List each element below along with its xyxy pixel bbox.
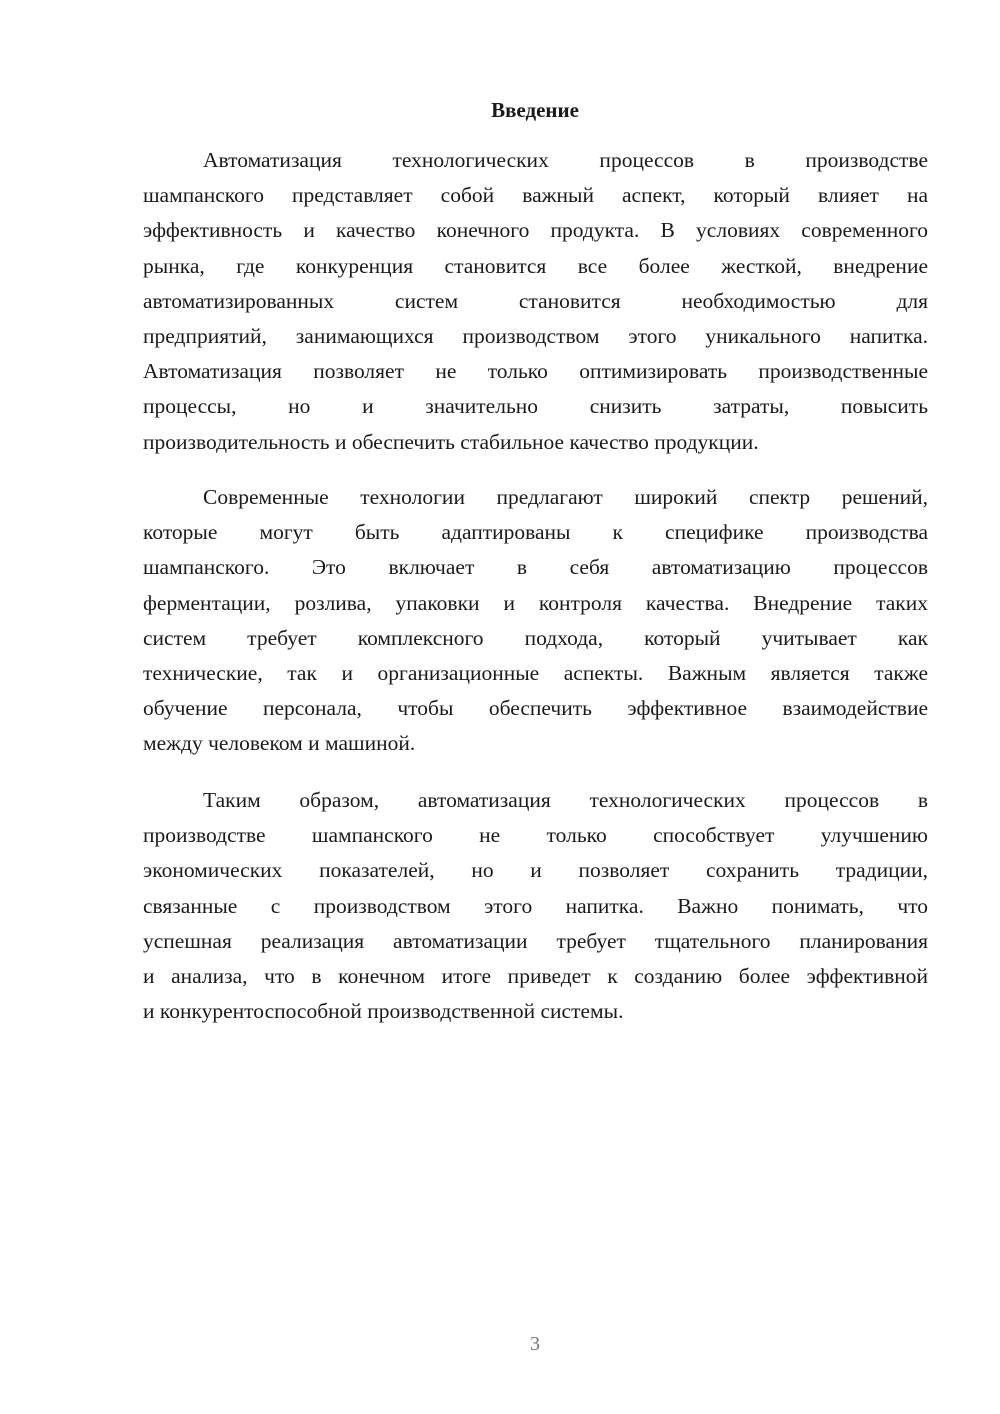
paragraph-1 [143,143,928,460]
paragraph-2 [143,480,928,762]
text-line: Современные технологии предлагают широкий спектр решений, [203,485,928,509]
section-title: Введение [491,98,579,122]
text-line: процессы, но и значительно снизить затраты, повысить [143,394,928,419]
paragraph-3 [143,783,928,1029]
text-line: между человеком и машиной. [143,731,416,756]
text-line: связанные с производством этого напитка. Важно понимать, что [143,893,928,918]
text-line: и конкурентоспособной производственной системы. [143,999,624,1024]
text-line: эффективность и качество конечного продукта. В условиях современного [143,218,928,243]
text-line: систем требует комплексного подхода, который учитывает как [143,625,928,650]
text-line: производительность и обеспечить стабильное качество продукции. [143,429,759,454]
text-line: автоматизированных систем становится необходимостью для [143,288,928,313]
page-number: 3 [530,1333,540,1355]
text-line: технические, так и организационные аспекты. Важным является также [143,660,928,685]
text-line: и анализа, что в конечном итоге приведет к созданию более эффективной [143,963,928,988]
text-line: рынка, где конкуренция становится все более жесткой, внедрение [143,253,928,278]
text-line: шампанского представляет собой важный аспект, который влияет на [143,183,928,208]
text-line: шампанского. Это включает в себя автоматизацию процессов [143,555,928,580]
text-line: Таким образом, автоматизация технологических процессов в [203,788,928,812]
text-line: предприятий, занимающихся производством этого уникального напитка. [143,323,928,348]
text-line: ферментации, розлива, упаковки и контроля качества. Внедрение таких [143,590,928,615]
text-line: экономических показателей, но и позволяет сохранить традиции, [143,858,928,883]
text-line: успешная реализация автоматизации требует тщательного планирования [143,928,928,953]
text-line: Автоматизация технологических процессов в производстве [203,148,928,172]
text-line: производстве шампанского не только способствует улучшению [143,823,928,848]
text-line: Автоматизация позволяет не только оптимизировать производственные [143,359,928,384]
text-line: обучение персонала, чтобы обеспечить эффективное взаимодействие [143,696,928,721]
text-line: которые могут быть адаптированы к специфике производства [143,520,928,545]
